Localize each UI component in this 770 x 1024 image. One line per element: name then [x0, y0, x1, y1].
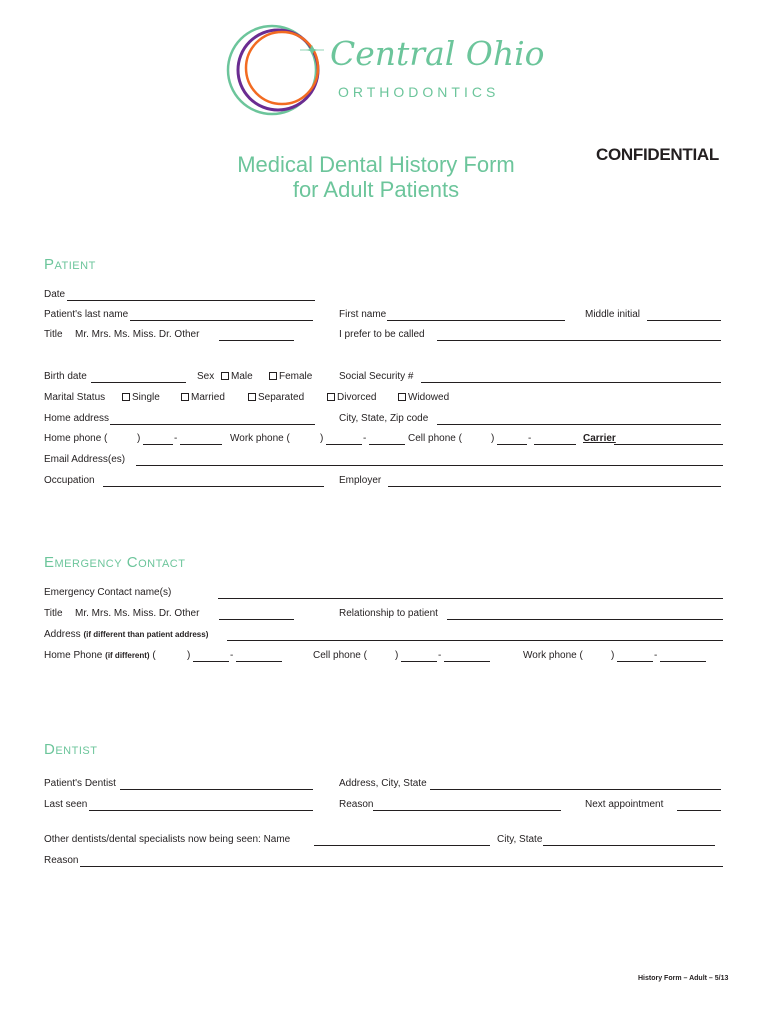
carrier-label: Carrier	[583, 433, 616, 444]
address-city-state-field[interactable]	[430, 789, 721, 790]
last-seen-field[interactable]	[89, 810, 313, 811]
dash: -	[654, 650, 658, 661]
checkbox-icon	[327, 393, 335, 401]
employer-field[interactable]	[388, 486, 721, 487]
emergency-work-phone-label: Work phone (	[523, 650, 583, 661]
next-appointment-label: Next appointment	[585, 799, 664, 810]
occupation-field[interactable]	[103, 486, 324, 487]
marital-separated-option[interactable]: Separated	[248, 392, 304, 404]
work-phone-prefix-field[interactable]	[326, 444, 362, 445]
home-phone-prefix-field[interactable]	[143, 444, 173, 445]
home-phone-number-field[interactable]	[180, 444, 222, 445]
home-phone-label: Home phone (	[44, 433, 108, 444]
checkbox-icon	[398, 393, 406, 401]
emergency-names-label: Emergency Contact name(s)	[44, 587, 172, 598]
dash: -	[438, 650, 442, 661]
ssn-field[interactable]	[421, 382, 721, 383]
emergency-names-field[interactable]	[218, 598, 723, 599]
relationship-field[interactable]	[447, 619, 723, 620]
checkbox-icon	[248, 393, 256, 401]
city-state-zip-field[interactable]	[437, 424, 721, 425]
employer-label: Employer	[339, 475, 382, 486]
last-name-field[interactable]	[130, 320, 313, 321]
home-address-field[interactable]	[110, 424, 315, 425]
other-reason-label: Reason	[44, 855, 79, 866]
middle-initial-label: Middle initial	[585, 309, 641, 320]
checkbox-icon	[122, 393, 130, 401]
emergency-address-label	[44, 629, 208, 641]
marital-widowed-option[interactable]: Widowed	[398, 392, 449, 404]
emergency-title-label: Title	[44, 608, 63, 619]
emergency-cell-number-field[interactable]	[444, 661, 490, 662]
work-phone-label: Work phone (	[230, 433, 290, 444]
checkbox-icon	[269, 372, 277, 380]
work-phone-number-field[interactable]	[369, 444, 405, 445]
checkbox-icon	[221, 372, 229, 380]
emergency-cell-phone-label: Cell phone (	[313, 650, 367, 661]
last-seen-label: Last seen	[44, 799, 88, 810]
marital-status-label: Marital Status	[44, 392, 106, 403]
paren-close: )	[187, 650, 191, 661]
address-note: (if different than patient address)	[83, 630, 209, 639]
emergency-home-prefix-field[interactable]	[193, 661, 229, 662]
patients-dentist-label: Patient's Dentist	[44, 778, 116, 789]
dash: -	[363, 433, 367, 444]
birth-date-label: Birth date	[44, 371, 87, 382]
relationship-label: Relationship to patient	[339, 608, 438, 619]
footer-text: History Form – Adult – 5/13	[638, 975, 729, 982]
other-city-state-label: City, State	[497, 834, 543, 845]
checkbox-icon	[181, 393, 189, 401]
sex-male-option[interactable]: Male	[221, 371, 253, 383]
cell-phone-label: Cell phone (	[408, 433, 462, 444]
dash: -	[174, 433, 178, 444]
date-field[interactable]	[67, 300, 315, 301]
patients-dentist-field[interactable]	[120, 789, 313, 790]
other-city-state-field[interactable]	[543, 845, 715, 846]
emergency-title-other-field[interactable]	[219, 619, 294, 620]
form-title-line2: for Adult Patients	[292, 177, 460, 202]
paren-open: (	[152, 650, 156, 661]
form-title-line1: Medical Dental History Form	[237, 152, 515, 177]
dash: -	[230, 650, 234, 661]
reason-label: Reason	[339, 799, 374, 810]
emergency-home-phone-label	[44, 650, 156, 662]
paren-close: )	[491, 433, 495, 444]
marital-single-option[interactable]: Single	[122, 392, 160, 404]
next-appointment-field[interactable]	[677, 810, 721, 811]
cell-phone-number-field[interactable]	[534, 444, 576, 445]
logo-rings-icon	[220, 18, 330, 118]
ssn-label: Social Security #	[339, 371, 414, 382]
email-field[interactable]	[136, 465, 723, 466]
email-label: Email Address(es)	[44, 454, 126, 465]
emergency-cell-prefix-field[interactable]	[401, 661, 437, 662]
home-phone-text: Home Phone	[44, 650, 103, 661]
logo-name: Central Ohio	[330, 34, 545, 73]
paren-close: )	[395, 650, 399, 661]
confidential-label: CONFIDENTIAL	[596, 145, 719, 164]
marital-married-option[interactable]: Married	[181, 392, 225, 404]
section-dentist-heading: Dentist	[44, 741, 98, 758]
paren-close: )	[611, 650, 615, 661]
occupation-label: Occupation	[44, 475, 95, 486]
logo-subtitle: ORTHODONTICS	[338, 84, 500, 100]
marital-divorced-option[interactable]: Divorced	[327, 392, 376, 404]
date-label: Date	[44, 289, 66, 300]
other-dentists-name-field[interactable]	[314, 845, 490, 846]
title-options: Mr. Mrs. Ms. Miss. Dr. Other	[75, 329, 200, 340]
home-address-label: Home address	[44, 413, 110, 424]
other-dentists-label: Other dentists/dental specialists now being seen: Name	[44, 834, 291, 845]
first-name-field[interactable]	[387, 320, 565, 321]
city-state-zip-label: City, State, Zip code	[339, 413, 429, 424]
emergency-address-field[interactable]	[227, 640, 723, 641]
section-emergency-heading: Emergency Contact	[44, 554, 186, 571]
first-name-label: First name	[339, 309, 387, 320]
sex-female-option[interactable]: Female	[269, 371, 312, 383]
other-reason-field[interactable]	[80, 866, 723, 867]
prefer-label: I prefer to be called	[339, 329, 425, 340]
reason-field[interactable]	[373, 810, 561, 811]
paren-close: )	[320, 433, 324, 444]
paren-close: )	[137, 433, 141, 444]
title-label: Title	[44, 329, 63, 340]
prefer-field[interactable]	[437, 340, 721, 341]
last-name-label: Patient's last name	[44, 309, 129, 320]
middle-initial-field[interactable]	[647, 320, 721, 321]
title-other-field[interactable]	[219, 340, 294, 341]
home-phone-note: (if different)	[105, 651, 150, 660]
emergency-title-options: Mr. Mrs. Ms. Miss. Dr. Other	[75, 608, 200, 619]
carrier-field[interactable]	[614, 444, 723, 445]
birth-date-field[interactable]	[91, 382, 186, 383]
emergency-work-prefix-field[interactable]	[617, 661, 653, 662]
emergency-work-number-field[interactable]	[660, 661, 706, 662]
address-city-state-label: Address, City, State	[339, 778, 427, 789]
address-text: Address	[44, 629, 81, 640]
sex-label: Sex	[197, 371, 215, 382]
cell-phone-prefix-field[interactable]	[497, 444, 527, 445]
dash: -	[528, 433, 532, 444]
section-patient-heading: Patient	[44, 256, 96, 273]
emergency-home-number-field[interactable]	[236, 661, 282, 662]
